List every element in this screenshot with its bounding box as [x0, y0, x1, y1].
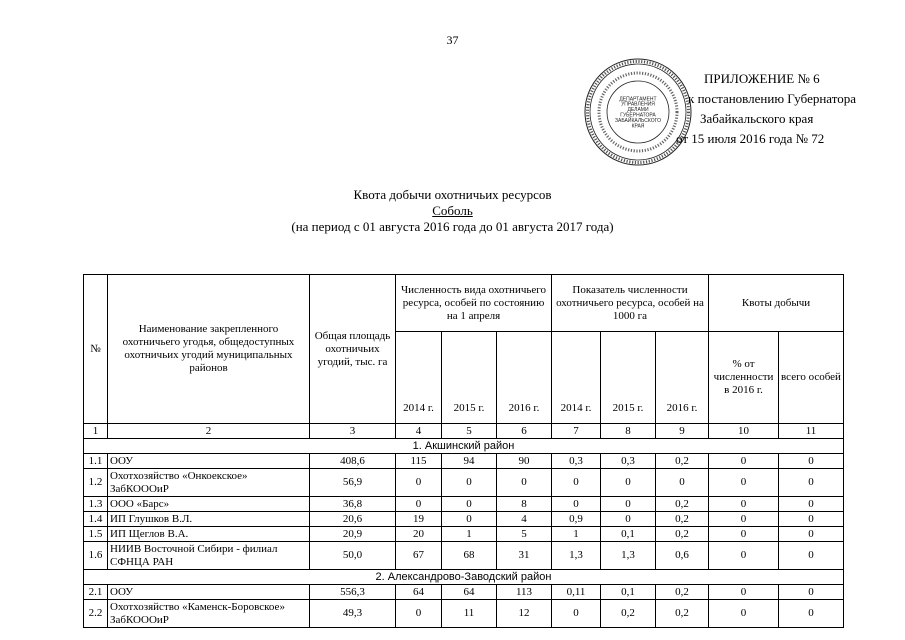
header-pop-2014: 2014 г.: [396, 332, 442, 424]
value-cell: 3: [310, 424, 396, 439]
value-cell: 0,11: [552, 585, 601, 600]
value-cell: 20,6: [310, 512, 396, 527]
value-cell: 8: [497, 497, 552, 512]
region-row: [84, 439, 844, 454]
value-cell: 0: [709, 542, 779, 570]
header-area: Общая площадь охотничьих угодий, тыс. га: [310, 275, 396, 424]
value-cell: 11: [779, 424, 844, 439]
table-row: [84, 454, 844, 469]
page-number: 37: [446, 33, 459, 47]
value-cell: 0: [779, 542, 844, 570]
value-cell: 7: [552, 424, 601, 439]
value-cell: 0: [497, 469, 552, 497]
value-cell: 0: [709, 454, 779, 469]
period-title: (на период с 01 августа 2016 года до 01 августа 2017 года): [291, 219, 614, 234]
value-cell: 0: [709, 469, 779, 497]
header-population: Численность вида охотничьего ресурса, особей по состоянию на 1 апреля: [396, 275, 552, 332]
value-cell: 6: [497, 424, 552, 439]
table-row: [84, 585, 844, 600]
column-number-row: [84, 424, 844, 439]
header-density: Показатель численности охотничьего ресурса, особей на 1000 га: [552, 275, 709, 332]
value-cell: 0,2: [656, 497, 709, 512]
value-cell: 0,2: [656, 585, 709, 600]
table-row: [84, 512, 844, 527]
header-num: №: [84, 275, 108, 424]
value-cell: 408,6: [310, 454, 396, 469]
value-cell: 0: [601, 469, 656, 497]
value-cell: 1,3: [552, 542, 601, 570]
stamp-center-line: ГУБЕРНАТОРА: [620, 112, 656, 119]
header-name: Наименование закрепленного охотничьего угодья, общедоступных охотничьих угодий муниципальных районов: [108, 275, 310, 424]
value-cell: 0,2: [601, 600, 656, 628]
value-cell: 0,2: [656, 512, 709, 527]
row-number-cell: 1.3: [84, 497, 108, 512]
value-cell: 9: [656, 424, 709, 439]
value-cell: 4: [497, 512, 552, 527]
value-cell: 5: [442, 424, 497, 439]
value-cell: 19: [396, 512, 442, 527]
value-cell: 20: [396, 527, 442, 542]
header-quota-pct: % от численности в 2016 г.: [709, 332, 779, 424]
row-number-cell: 1.1: [84, 454, 108, 469]
value-cell: 115: [396, 454, 442, 469]
header-dens-2015: 2015 г.: [601, 332, 656, 424]
value-cell: 0: [601, 497, 656, 512]
value-cell: 0,3: [601, 454, 656, 469]
row-name-cell: НИИВ Восточной Сибири - филиал СФНЦА РАН: [108, 542, 310, 570]
value-cell: 0: [601, 512, 656, 527]
row-number-cell: 2.1: [84, 585, 108, 600]
header-dens-2016: 2016 г.: [656, 332, 709, 424]
value-cell: 0,9: [552, 512, 601, 527]
value-cell: 64: [442, 585, 497, 600]
value-cell: 31: [497, 542, 552, 570]
value-cell: 0: [779, 585, 844, 600]
value-cell: 12: [497, 600, 552, 628]
value-cell: 20,9: [310, 527, 396, 542]
header-quotas: Квоты добычи: [709, 275, 844, 332]
value-cell: 49,3: [310, 600, 396, 628]
table-row: [84, 600, 844, 628]
quota-table: [83, 274, 844, 628]
value-cell: 0: [779, 512, 844, 527]
appendix-block: [608, 69, 898, 149]
table-row: [84, 497, 844, 512]
region-row: [84, 570, 844, 585]
row-name-cell: ООУ: [108, 585, 310, 600]
value-cell: 0,6: [656, 542, 709, 570]
value-cell: 67: [396, 542, 442, 570]
value-cell: 0: [779, 454, 844, 469]
value-cell: 0: [779, 497, 844, 512]
value-cell: 1,3: [601, 542, 656, 570]
appendix-region: Забайкальского края: [700, 111, 814, 126]
stamp-center-line: ЗАБАЙКАЛЬСКОГО: [615, 117, 661, 124]
value-cell: 0: [779, 469, 844, 497]
value-cell: 0: [656, 469, 709, 497]
row-name-cell: Охотхозяйство «Онкоекское» ЗабКОООиР: [108, 469, 310, 497]
stamp-center-line: ДЕПАРТАМЕНТ: [619, 96, 657, 103]
region-title: 2. Александрово-Заводский район: [84, 570, 844, 585]
value-cell: 0: [779, 600, 844, 628]
value-cell: 5: [497, 527, 552, 542]
row-number-cell: 1: [84, 424, 108, 439]
value-cell: 0: [396, 497, 442, 512]
value-cell: 4: [396, 424, 442, 439]
appendix-resolution: к постановлению Губернатора: [688, 91, 857, 106]
header-quota-total: всего особей: [779, 332, 844, 424]
value-cell: 0: [396, 600, 442, 628]
value-cell: 0: [552, 497, 601, 512]
region-title: 1. Акшинский район: [84, 439, 844, 454]
appendix-date: от 15 июля 2016 года № 72: [676, 131, 825, 146]
document-title: Квота добычи охотничьих ресурсов: [353, 187, 552, 202]
value-cell: 0: [442, 469, 497, 497]
stamp-center-line: УПРАВЛЕНИЯ: [621, 101, 655, 108]
value-cell: 0: [552, 469, 601, 497]
value-cell: 64: [396, 585, 442, 600]
row-name-cell: ИП Щеглов В.А.: [108, 527, 310, 542]
value-cell: 94: [442, 454, 497, 469]
value-cell: 0,3: [552, 454, 601, 469]
value-cell: 1: [552, 527, 601, 542]
stamp-center-line: КРАЯ: [631, 123, 645, 130]
row-number-cell: 2.2: [84, 600, 108, 628]
row-name-cell: 2: [108, 424, 310, 439]
header-pop-2015: 2015 г.: [442, 332, 497, 424]
value-cell: 0,2: [656, 527, 709, 542]
value-cell: 10: [709, 424, 779, 439]
value-cell: 56,9: [310, 469, 396, 497]
header-pop-2016: 2016 г.: [497, 332, 552, 424]
species-title: Соболь: [432, 203, 473, 218]
value-cell: 11: [442, 600, 497, 628]
value-cell: 8: [601, 424, 656, 439]
value-cell: 68: [442, 542, 497, 570]
table-row: [84, 527, 844, 542]
value-cell: 0,1: [601, 527, 656, 542]
value-cell: 1: [442, 527, 497, 542]
value-cell: 0,1: [601, 585, 656, 600]
value-cell: 0,2: [656, 454, 709, 469]
value-cell: 0: [442, 497, 497, 512]
value-cell: 0: [709, 585, 779, 600]
header-row-top: [84, 275, 844, 332]
stamp-center-line: ДЕЛАМИ: [627, 107, 649, 114]
appendix-title: ПРИЛОЖЕНИЕ № 6: [704, 71, 820, 86]
row-name-cell: ООУ: [108, 454, 310, 469]
row-number-cell: 1.4: [84, 512, 108, 527]
value-cell: 0: [709, 497, 779, 512]
value-cell: 0: [709, 600, 779, 628]
row-name-cell: ИП Глушков В.Л.: [108, 512, 310, 527]
value-cell: 0: [552, 600, 601, 628]
value-cell: 0: [442, 512, 497, 527]
row-number-cell: 1.5: [84, 527, 108, 542]
table-row: [84, 469, 844, 497]
value-cell: 0,2: [656, 600, 709, 628]
value-cell: 36,8: [310, 497, 396, 512]
value-cell: 0: [709, 512, 779, 527]
row-name-cell: ООО «Барс»: [108, 497, 310, 512]
value-cell: 50,0: [310, 542, 396, 570]
value-cell: 0: [396, 469, 442, 497]
value-cell: 0: [779, 527, 844, 542]
row-number-cell: 1.6: [84, 542, 108, 570]
value-cell: 556,3: [310, 585, 396, 600]
table-row: [84, 542, 844, 570]
row-name-cell: Охотхозяйство «Каменск-Боровское» ЗабКОООиР: [108, 600, 310, 628]
header-dens-2014: 2014 г.: [552, 332, 601, 424]
value-cell: 0: [709, 527, 779, 542]
document-title-block: [0, 187, 905, 235]
row-number-cell: 1.2: [84, 469, 108, 497]
value-cell: 113: [497, 585, 552, 600]
value-cell: 90: [497, 454, 552, 469]
